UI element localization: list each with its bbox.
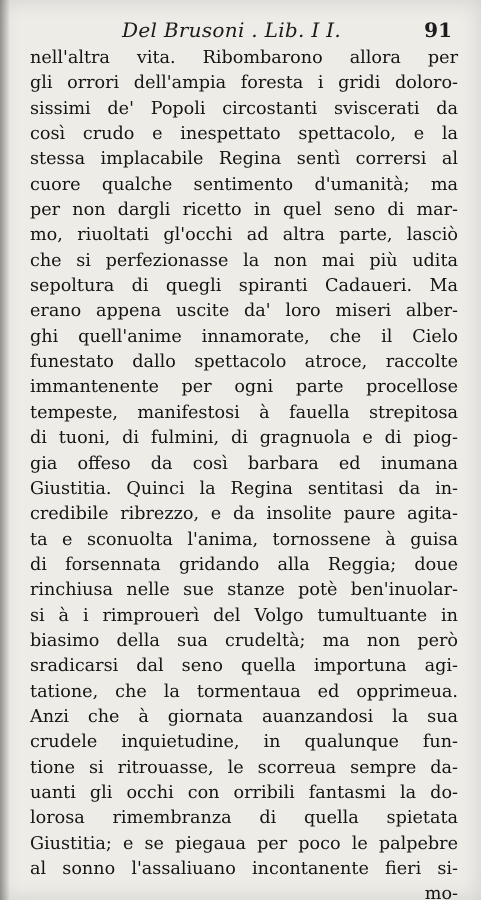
text-line: tione si ritrouasse, le scorreua sempre da-	[30, 757, 458, 778]
body-text	[30, 46, 458, 900]
text-line: Giustitia; e se piegaua per poco le palpebre	[30, 833, 458, 854]
text-line: cuore qualche sentimento d'umanità; ma	[30, 174, 458, 195]
text-line: funestato dallo spettacolo atroce, raccolte	[30, 352, 458, 373]
text-line: così crudo e inespettato spettacolo, e la	[30, 124, 458, 145]
text-line: di tuoni, di fulmini, di gragnuola e di piog-	[30, 428, 458, 449]
text-line: sepoltura di quegli spiranti Cadaueri. Ma	[30, 276, 458, 297]
text-line: gli orrori dell'ampia foresta i gridi doloro-	[30, 73, 458, 94]
text-line: nell'altra vita. Ribombarono allora per	[30, 48, 458, 68]
text-line: credibile ribrezzo, e da insolite paure agita-	[30, 504, 458, 525]
text-line: ta e sconuolta l'anima, tornossene à guisa	[30, 529, 458, 550]
text-line: sissimi de' Popoli circostanti sviscerati da	[30, 98, 458, 119]
text-line: Giustitia. Quinci la Regina sentitasi da in-	[30, 478, 458, 499]
text-line: Anzi che à giornata auanzandosi la sua	[30, 706, 458, 727]
running-head: Del Brusoni . Lib. I I.	[122, 18, 342, 42]
text-line: rinchiusa nelle sue stanze potè ben'inuolar-	[30, 580, 458, 601]
text-line: crudele inquietudine, in qualunque fun-	[30, 732, 458, 753]
page-number: 91	[424, 18, 452, 42]
text-line: erano appena uscite da' loro miseri alber-	[30, 301, 458, 322]
text-line: lorosa rimembranza di quella spietata	[30, 808, 458, 829]
text-line: tatione, che la tormentaua ed opprimeua.	[30, 681, 458, 702]
text-line: stessa implacabile Regina sentì corrersi al	[30, 149, 458, 170]
text-line: che si perfezionasse la non mai più udita	[30, 250, 458, 271]
text-line: ghi quell'anime innamorate, che il Cielo	[30, 326, 458, 347]
text-line: al sonno l'assaliuano incontanente fieri si-	[30, 859, 458, 879]
text-line: biasimo della sua crudeltà; ma non però	[30, 630, 458, 651]
text-line: gia offeso da così barbara ed inumana	[30, 453, 458, 474]
text-line: per non dargli ricetto in quel seno di mar-	[30, 200, 458, 221]
page-header	[122, 14, 452, 46]
catchword: mo-	[424, 884, 458, 900]
text-line: immantenente per ogni parte procellose	[30, 377, 458, 398]
text-line: tempeste, manifestosi à fauella strepitosa	[30, 402, 458, 423]
text-line: mo, riuoltati gl'occhi ad altra parte, lasciò	[30, 225, 458, 246]
text-line: si à i rimprouerì del Volgo tumultuante in	[30, 605, 458, 626]
text-line: uanti gli occhi con orribili fantasmi la do-	[30, 782, 458, 803]
text-line: sradicarsi dal seno quella importuna agi-	[30, 656, 458, 677]
text-line: di forsennata gridando alla Reggia; doue	[30, 554, 458, 575]
